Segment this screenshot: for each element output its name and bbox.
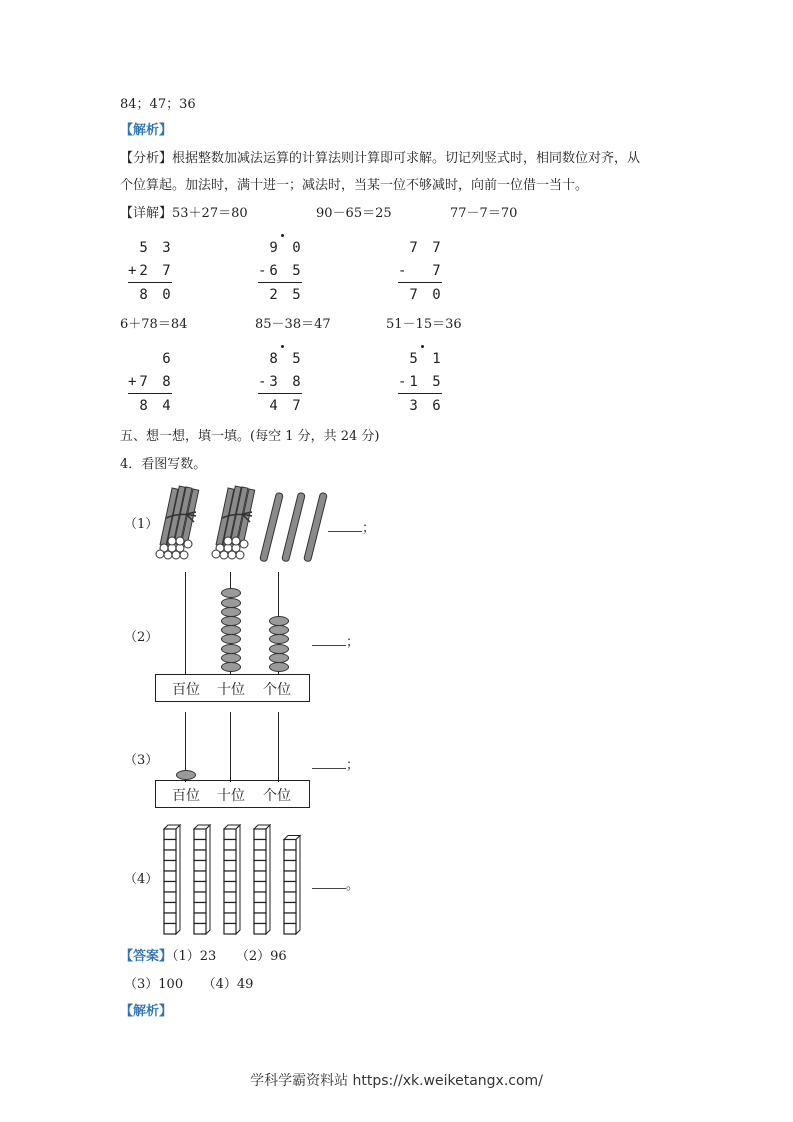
item-4-label: （4） <box>124 872 159 887</box>
calc-top: 5 1 <box>398 351 444 367</box>
detail-line <box>120 205 248 223</box>
answer-blank-3[interactable] <box>312 754 359 773</box>
analysis-text-1: 根据整数加减法运算的计算法则计算即可求解。切记列竖式时，相同数位对齐，从 <box>172 151 641 166</box>
abacus-bead <box>221 653 241 663</box>
abacus-bead <box>221 662 241 672</box>
analysis-tag-2: 【解析】 <box>120 1004 173 1019</box>
label-hundreds: 百位 <box>172 788 200 804</box>
abacus-bead <box>221 616 241 626</box>
sticks-illustration <box>150 484 340 566</box>
calc-bottom: 8 4 <box>128 398 174 414</box>
cube-column-icon <box>284 836 300 935</box>
borrow-dot <box>281 345 284 348</box>
calc-rule <box>258 393 302 394</box>
separator: ； <box>346 635 360 650</box>
abacus-3 <box>155 712 310 808</box>
label-ones: 个位 <box>263 788 291 804</box>
cube-column-icon <box>254 825 270 934</box>
item-2-label: （2） <box>124 630 159 645</box>
analysis-tag: 【解析】 <box>120 123 173 138</box>
abacus-bead <box>269 634 289 644</box>
calc-mid: - 7 <box>398 263 444 279</box>
analysis-line-2: 个位算起。加法时，满十进一；减法时，当某一位不够减时，向前一位借一当十。 <box>120 178 589 193</box>
calc-bottom: 3 6 <box>398 398 444 414</box>
place-value-box <box>155 674 310 702</box>
abacus-bead <box>221 644 241 654</box>
question-title: 4．看图写数。 <box>120 457 207 472</box>
separator: ； <box>362 521 376 536</box>
single-stick-icon <box>282 492 306 562</box>
equation-6: 51－15＝36 <box>386 317 462 332</box>
stick-bundle-icon <box>156 486 199 559</box>
label-tens: 十位 <box>217 788 245 804</box>
calc-mid: +7 8 <box>128 374 174 390</box>
answer-blank-1[interactable] <box>328 517 375 536</box>
borrow-dot <box>281 234 284 237</box>
footer-watermark: 学科学霸资料站 https://xk.weiketangx.com/ <box>250 1073 543 1089</box>
calc-top: 8 5 <box>258 351 304 367</box>
answer-blank-2[interactable] <box>312 631 359 650</box>
abacus-bead <box>221 607 241 617</box>
equation-5: 85－38＝47 <box>255 317 331 332</box>
item-3-label: （3） <box>124 753 159 768</box>
item-1-label: （1） <box>124 517 159 532</box>
vertical-calc-1 <box>128 240 178 305</box>
calc-rule <box>128 393 172 394</box>
calc-bottom: 2 5 <box>258 287 304 303</box>
abacus-bead <box>221 634 241 644</box>
cube-column-icon <box>194 825 210 934</box>
equation-1: 53＋27＝80 <box>172 206 248 221</box>
calc-mid: -1 5 <box>398 374 444 390</box>
calc-mid: +2 7 <box>128 263 174 279</box>
answer-line-1 <box>120 948 287 966</box>
calc-top: 6 <box>128 351 174 367</box>
calc-mid: -6 5 <box>258 263 304 279</box>
calc-bottom: 8 0 <box>128 287 174 303</box>
calc-top: 9 0 <box>258 240 304 256</box>
abacus-bead <box>221 588 241 598</box>
vertical-calc-6 <box>398 351 448 416</box>
calc-top: 5 3 <box>128 240 174 256</box>
rod-hundreds <box>185 572 186 674</box>
previous-answer: 84；47；36 <box>120 97 196 112</box>
calc-bottom: 7 0 <box>398 287 444 303</box>
label-tens: 十位 <box>217 682 245 698</box>
vertical-calc-3 <box>398 240 448 305</box>
answer-blank-4[interactable] <box>312 874 359 893</box>
abacus-bead <box>269 616 289 626</box>
equation-4: 6＋78＝84 <box>120 317 188 332</box>
borrow-dot <box>421 345 424 348</box>
place-value-box <box>155 780 310 808</box>
abacus-bead <box>269 653 289 663</box>
rod-tens <box>230 712 231 782</box>
abacus-bead <box>176 770 196 780</box>
equation-3: 77－7＝70 <box>450 206 518 221</box>
abacus-bead <box>269 662 289 672</box>
answer-tag: 【答案】 <box>120 949 173 964</box>
period: 。 <box>346 878 360 893</box>
separator: ； <box>346 758 360 773</box>
calc-rule <box>258 282 302 283</box>
calc-mid: -3 8 <box>258 374 304 390</box>
calc-top: 7 7 <box>398 240 444 256</box>
abacus-bead <box>269 644 289 654</box>
analysis-line-1 <box>120 150 640 168</box>
vertical-calc-2 <box>258 240 308 305</box>
label-ones: 个位 <box>263 682 291 698</box>
vertical-calc-5 <box>258 351 308 416</box>
calc-bottom: 4 7 <box>258 398 304 414</box>
detail-tag: 【详解】 <box>120 206 173 221</box>
abacus-bead <box>221 598 241 608</box>
cube-column-icon <box>224 825 240 934</box>
calc-rule <box>398 282 442 283</box>
answer-text-1: （1）23 （2）96 <box>172 949 287 964</box>
abacus-2 <box>155 572 310 700</box>
stick-bundle-icon <box>212 486 255 559</box>
equation-2: 90－65＝25 <box>316 206 392 221</box>
section-title: 五、想一想，填一填。(每空 1 分，共 24 分) <box>120 429 380 444</box>
abacus-bead <box>269 625 289 635</box>
cube-column-icon <box>164 825 180 934</box>
analysis-subtag: 【分析】 <box>120 151 173 166</box>
single-stick-icon <box>304 492 328 562</box>
single-stick-icon <box>260 492 284 562</box>
rod-ones <box>278 712 279 782</box>
calc-rule <box>398 393 442 394</box>
vertical-calc-4 <box>128 351 178 416</box>
answer-line-2: （3）100 （4）49 <box>124 977 254 992</box>
calc-rule <box>128 282 172 283</box>
abacus-bead <box>221 625 241 635</box>
label-hundreds: 百位 <box>172 682 200 698</box>
cube-columns-illustration <box>158 822 308 942</box>
